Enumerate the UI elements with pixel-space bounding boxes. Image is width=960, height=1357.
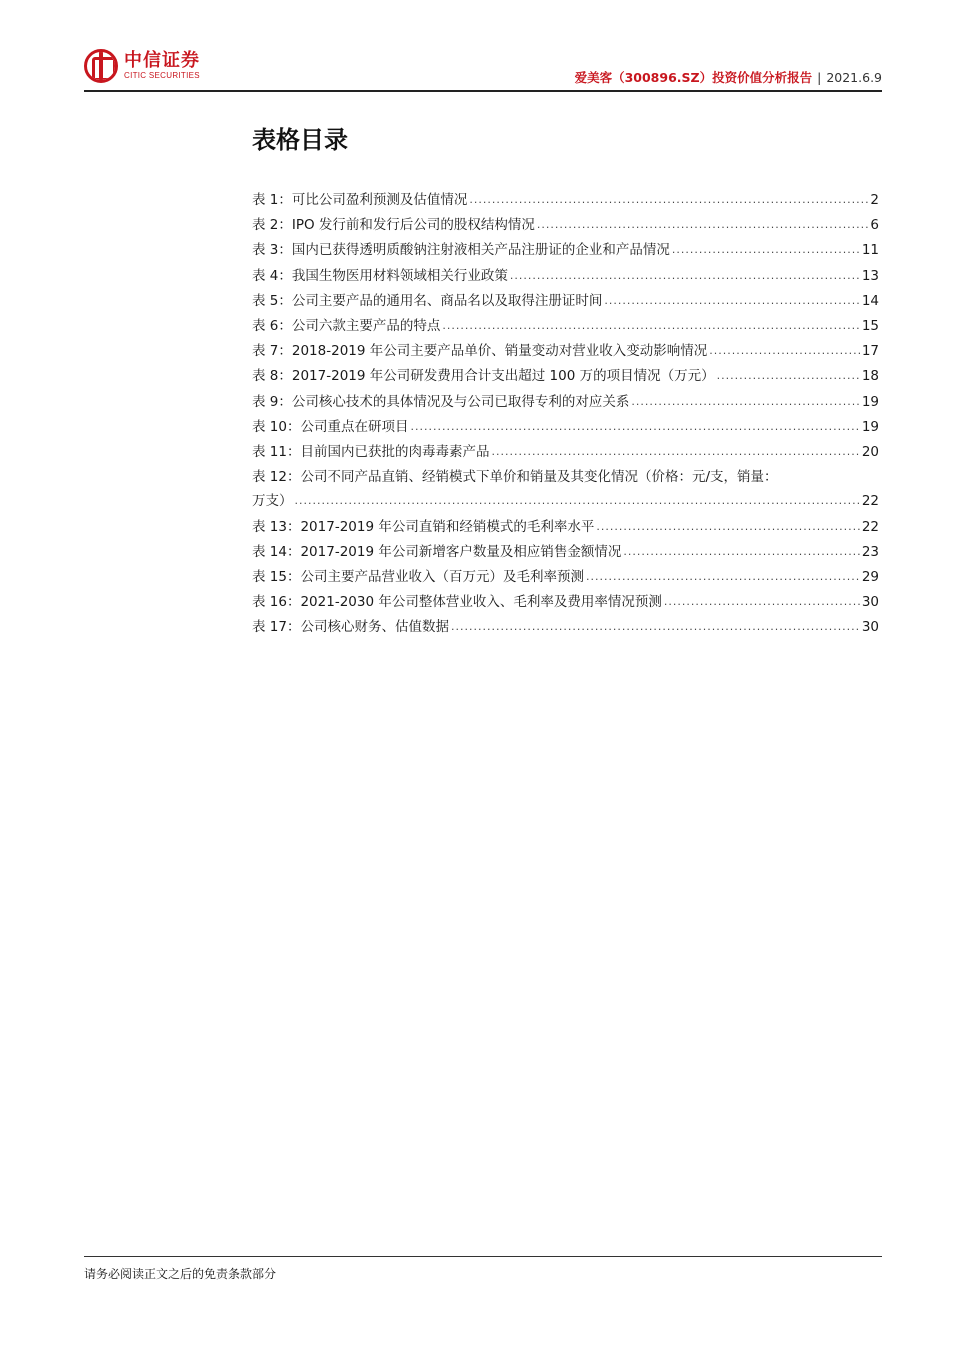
toc-dot-leader bbox=[586, 565, 860, 589]
toc-dot-leader bbox=[631, 390, 859, 414]
toc-entry-label: 表 16：2021-2030 年公司整体营业收入、毛利率及费用率情况预测 bbox=[252, 594, 662, 611]
toc-page-number: 17 bbox=[861, 343, 879, 360]
toc-entry-label: 表 14：2017-2019 年公司新增客户数量及相应销售金额情况 bbox=[252, 543, 622, 560]
citic-securities-logo bbox=[84, 46, 200, 86]
toc-entry[interactable] bbox=[252, 238, 879, 263]
toc-dot-leader bbox=[469, 188, 868, 212]
toc-entry-label: 表 6：公司六款主要产品的特点 bbox=[252, 318, 441, 335]
logo-text bbox=[124, 51, 200, 81]
toc-entry[interactable] bbox=[252, 565, 879, 590]
toc-dot-leader bbox=[295, 489, 860, 513]
toc-page-number: 22 bbox=[861, 493, 879, 510]
toc-entry-label: 表 4：我国生物医用材料领域相关行业政策 bbox=[252, 267, 508, 284]
toc-page-number: 29 bbox=[861, 569, 879, 586]
toc-entry[interactable] bbox=[252, 440, 879, 465]
footer-divider bbox=[84, 1256, 882, 1257]
toc-entry[interactable] bbox=[252, 590, 879, 615]
toc-entry-label: 表 9：公司核心技术的具体情况及与公司已取得专利的对应关系 bbox=[252, 393, 630, 410]
toc-entry-label: 表 2：IPO 发行前和发行后公司的股权结构情况 bbox=[252, 217, 535, 234]
toc-dot-leader bbox=[442, 314, 859, 338]
toc-dot-leader bbox=[623, 540, 859, 564]
toc-dot-leader bbox=[510, 264, 860, 288]
toc-page-number: 6 bbox=[870, 217, 879, 234]
toc-page-number: 19 bbox=[861, 393, 879, 410]
toc-entry[interactable] bbox=[252, 188, 879, 213]
footer-disclaimer: 请务必阅读正文之后的免责条款部分 bbox=[84, 1267, 277, 1281]
toc-entry[interactable] bbox=[252, 615, 879, 640]
toc-entry-label: 表 1：可比公司盈利预测及估值情况 bbox=[252, 192, 468, 208]
logo-chinese-name: 中信证券 bbox=[124, 50, 200, 71]
toc-entry-label: 表 5：公司主要产品的通用名、商品名以及取得注册证时间 bbox=[252, 292, 603, 309]
toc-dot-leader bbox=[604, 289, 859, 313]
toc-entry-label: 表 11：目前国内已获批的肉毒毒素产品 bbox=[252, 444, 490, 461]
toc-dot-leader bbox=[709, 339, 860, 363]
toc-entry[interactable] bbox=[252, 339, 879, 364]
toc-entry[interactable] bbox=[252, 415, 879, 440]
toc-page-number: 14 bbox=[861, 292, 879, 309]
toc-dot-leader bbox=[451, 615, 860, 639]
toc-entry-label: 表 17：公司核心财务、估值数据 bbox=[252, 619, 449, 636]
toc-page-number: 30 bbox=[861, 594, 879, 611]
toc-dot-leader bbox=[672, 238, 860, 262]
toc-page-number: 18 bbox=[861, 368, 879, 385]
toc-page-number: 13 bbox=[861, 267, 879, 284]
toc-entry-label: 表 3：国内已获得透明质酸钠注射液相关产品注册证的企业和产品情况 bbox=[252, 242, 670, 259]
toc-page-number: 30 bbox=[861, 619, 879, 636]
report-name: 爱美客（300896.SZ）投资价值分析报告 bbox=[574, 70, 813, 85]
report-title bbox=[575, 70, 882, 86]
toc-entry[interactable] bbox=[252, 364, 879, 389]
toc-entry[interactable] bbox=[252, 489, 879, 514]
toc-page-number: 19 bbox=[861, 418, 879, 435]
toc-entry[interactable] bbox=[252, 314, 879, 339]
toc-dot-leader bbox=[491, 440, 859, 464]
report-date: 2021.6.9 bbox=[826, 70, 882, 85]
toc-entry-label: 万支） bbox=[252, 493, 293, 510]
header-divider bbox=[84, 90, 882, 92]
toc-entry[interactable] bbox=[252, 540, 879, 565]
toc-entry-label: 表 10：公司重点在研项目 bbox=[252, 418, 409, 435]
toc-entry-label: 表 13：2017-2019 年公司直销和经销模式的毛利率水平 bbox=[252, 518, 595, 535]
toc-page-number: 11 bbox=[861, 242, 879, 259]
toc-page-number: 15 bbox=[861, 318, 879, 335]
header-separator: | bbox=[817, 70, 822, 85]
toc-page-number: 22 bbox=[861, 518, 879, 535]
citic-logo-icon bbox=[84, 49, 118, 83]
toc-page-number: 23 bbox=[861, 543, 879, 560]
toc-entry[interactable] bbox=[252, 213, 879, 238]
toc-dot-leader bbox=[410, 415, 859, 439]
toc-entry-label-line1: 表 12：公司不同产品直销、经销模式下单价和销量及其变化情况（价格：元/支，销量： bbox=[252, 469, 778, 486]
toc-entry-line1[interactable] bbox=[252, 465, 879, 489]
logo-english-name: CITIC SECURITIES bbox=[124, 71, 200, 80]
toc-page-number: 2 bbox=[870, 192, 879, 208]
toc-entry[interactable] bbox=[252, 289, 879, 314]
toc-entry[interactable] bbox=[252, 515, 879, 540]
toc-dot-leader bbox=[537, 213, 868, 237]
toc-dot-leader bbox=[596, 515, 859, 539]
toc-entry[interactable] bbox=[252, 390, 879, 415]
toc-page-number: 20 bbox=[861, 444, 879, 461]
table-of-contents bbox=[252, 188, 879, 641]
toc-entry[interactable] bbox=[252, 264, 879, 289]
toc-entry-label: 表 15：公司主要产品营业收入（百万元）及毛利率预测 bbox=[252, 569, 584, 586]
toc-dot-leader bbox=[717, 364, 860, 388]
toc-dot-leader bbox=[664, 590, 860, 614]
page-header bbox=[84, 46, 882, 92]
toc-entry-label: 表 7：2018-2019 年公司主要产品单价、销量变动对营业收入变动影响情况 bbox=[252, 343, 708, 360]
toc-entry-label: 表 8：2017-2019 年公司研发费用合计支出超过 100 万的项目情况（万元） bbox=[252, 368, 715, 385]
page-title: 表格目录 bbox=[252, 126, 348, 154]
